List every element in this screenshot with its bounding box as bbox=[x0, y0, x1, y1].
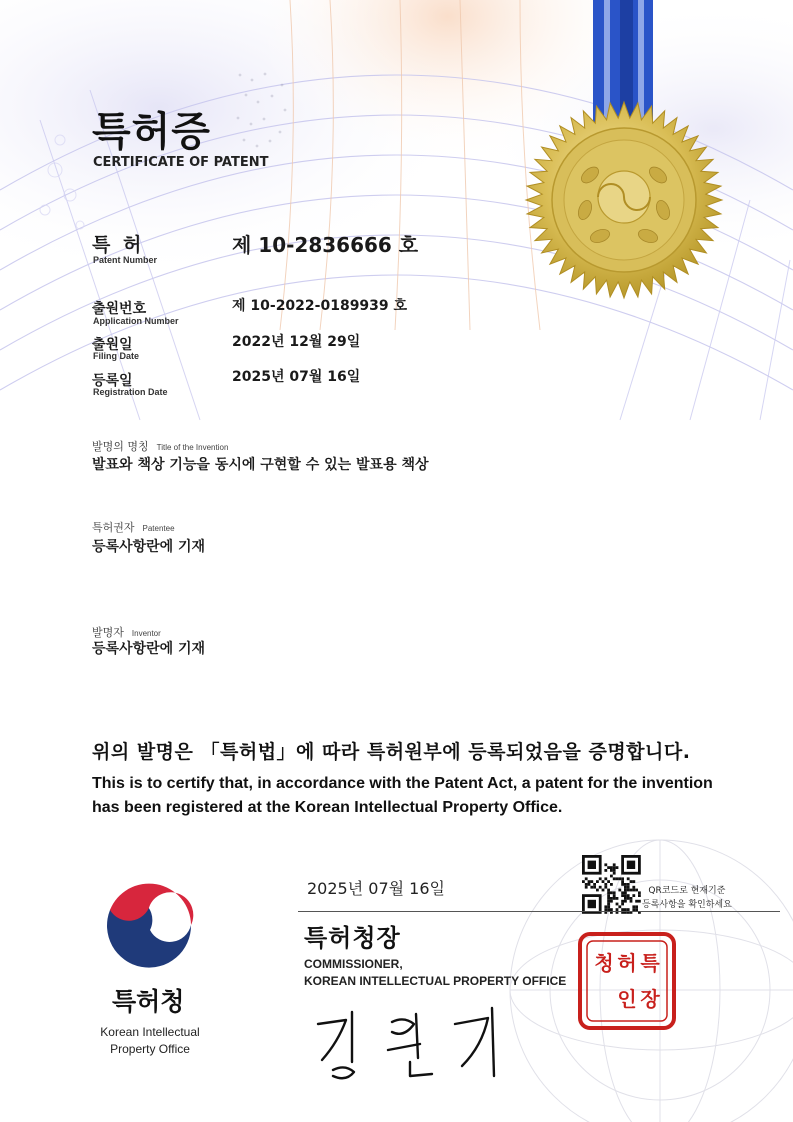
svg-text:청: 청 bbox=[594, 951, 614, 975]
invention-title-label: 발명의 명칭 bbox=[92, 440, 149, 453]
svg-text:장: 장 bbox=[640, 987, 660, 1011]
commissioner-title-en-line2: KOREAN INTELLECTUAL PROPERTY OFFICE bbox=[304, 974, 567, 988]
invention-title-value: 발표와 책상 기능을 동시에 구현할 수 있는 발표용 책상 bbox=[92, 457, 429, 473]
commissioner-title-en-line1: COMMISSIONER, bbox=[304, 957, 403, 971]
certification-text-ko: 위의 발명은 「특허법」에 따라 특허원부에 등록되었음을 증명합니다. bbox=[92, 741, 691, 763]
organization-name-en: Korean Intellectual Property Office bbox=[100, 1025, 200, 1056]
inventor-label-en: Inventor bbox=[131, 629, 161, 638]
patentee-header bbox=[92, 516, 175, 535]
patentee-label: 특허권자 bbox=[92, 521, 135, 534]
invention-title-label-en: Title of the Invention bbox=[156, 443, 229, 452]
application-number-value: 제 10-2022-0189939 호 bbox=[232, 298, 408, 314]
qr-note bbox=[642, 884, 732, 912]
filing-date-label-en: Filing Date bbox=[93, 351, 140, 361]
svg-text:특: 특 bbox=[640, 951, 660, 975]
signature-strokes bbox=[318, 1008, 494, 1078]
svg-text:인: 인 bbox=[617, 987, 637, 1011]
official-seal-text bbox=[580, 934, 674, 1028]
filing-date-label: 출원일 bbox=[92, 337, 133, 353]
patentee-value: 등록사항란에 기재 bbox=[92, 539, 206, 555]
document-title: 특허증 bbox=[92, 109, 211, 155]
issue-date: 2025년 07월 16일 bbox=[307, 879, 445, 898]
inventor-value: 등록사항란에 기재 bbox=[92, 641, 206, 657]
patentee-label-en: Patentee bbox=[142, 524, 175, 533]
invention-title-header bbox=[92, 435, 228, 454]
registration-date-value: 2025년 07월 16일 bbox=[232, 369, 361, 385]
commissioner-title-en bbox=[304, 956, 566, 990]
qr-note-line2: 등록사항을 확인하세요 bbox=[642, 900, 732, 910]
patent-number-label: 특 허 bbox=[92, 234, 145, 256]
kipo-logo-mark bbox=[106, 874, 194, 968]
filing-date-value: 2022년 12월 29일 bbox=[232, 334, 361, 350]
registration-date-label: 등록일 bbox=[92, 373, 133, 389]
commissioner-title: 특허청장 bbox=[304, 924, 401, 952]
organization-name: 특허청 bbox=[112, 987, 185, 1016]
application-number-label: 출원번호 bbox=[92, 301, 147, 317]
patent-number-label-en: Patent Number bbox=[93, 255, 158, 265]
svg-text:허: 허 bbox=[617, 951, 637, 975]
patent-number-value: 제 10-2836666 호 bbox=[232, 233, 419, 257]
certification-text-en: This is to certify that, in accordance with the Patent Act, a patent for the invention has been registered at the Korean Intellectual Property Office. bbox=[92, 775, 713, 816]
document-title-en: CERTIFICATE OF PATENT bbox=[93, 155, 269, 170]
qr-code bbox=[582, 855, 641, 914]
inventor-label: 발명자 bbox=[92, 626, 124, 639]
qr-note-line1: QR코드로 현재기준 bbox=[648, 886, 726, 896]
registration-date-label-en: Registration Date bbox=[93, 387, 168, 397]
divider bbox=[298, 911, 780, 912]
application-number-label-en: Application Number bbox=[93, 316, 179, 326]
